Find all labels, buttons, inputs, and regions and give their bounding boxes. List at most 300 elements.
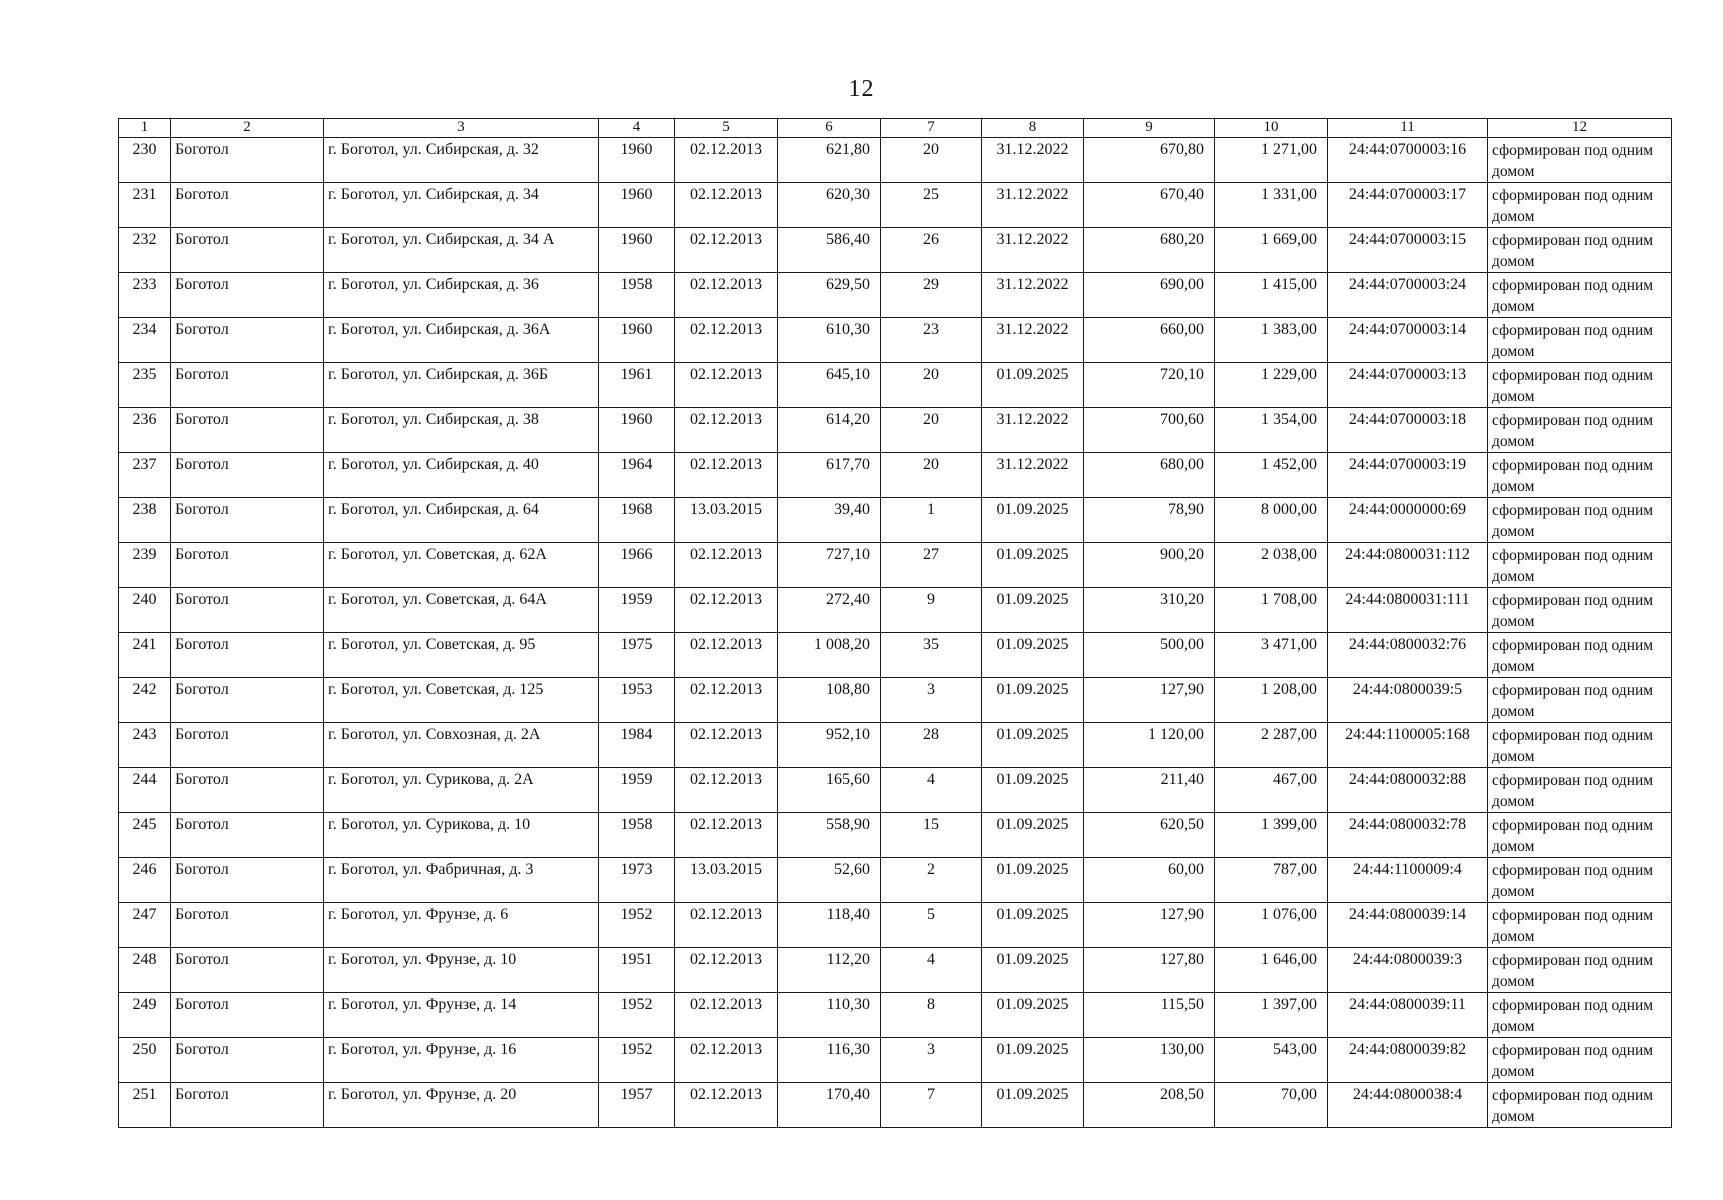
table-row	[119, 228, 1672, 273]
row-number-cell: 244	[119, 768, 171, 813]
status-cell: сформирован под одним домом	[1488, 948, 1672, 993]
count-cell: 20	[881, 138, 982, 183]
row-number-cell: 240	[119, 588, 171, 633]
count-cell: 28	[881, 723, 982, 768]
column-header: 4	[599, 119, 675, 138]
value-cell: 127,90	[1084, 678, 1215, 723]
column-header: 3	[324, 119, 599, 138]
address-cell: г. Боготол, ул. Сибирская, д. 34 А	[324, 228, 599, 273]
year-built-cell: 1952	[599, 993, 675, 1038]
count-cell: 27	[881, 543, 982, 588]
address-cell: г. Боготол, ул. Сибирская, д. 32	[324, 138, 599, 183]
municipality-cell: Боготол	[171, 678, 324, 723]
table-row	[119, 498, 1672, 543]
address-cell: г. Боготол, ул. Сибирская, д. 40	[324, 453, 599, 498]
municipality-cell: Боготол	[171, 363, 324, 408]
row-number-cell: 249	[119, 993, 171, 1038]
cadastral-number-cell: 24:44:0700003:15	[1328, 228, 1488, 273]
status-cell: сформирован под одним домом	[1488, 993, 1672, 1038]
date-cell: 02.12.2013	[675, 273, 778, 318]
area-cell: 645,10	[778, 363, 881, 408]
cadastral-number-cell: 24:44:0800039:11	[1328, 993, 1488, 1038]
area-cell: 39,40	[778, 498, 881, 543]
status-cell: сформирован под одним домом	[1488, 363, 1672, 408]
cadastral-number-cell: 24:44:0700003:14	[1328, 318, 1488, 363]
address-cell: г. Боготол, ул. Советская, д. 125	[324, 678, 599, 723]
column-header: 8	[982, 119, 1084, 138]
deadline-cell: 01.09.2025	[982, 858, 1084, 903]
address-cell: г. Боготол, ул. Сибирская, д. 36Б	[324, 363, 599, 408]
land-area-cell: 543,00	[1215, 1038, 1328, 1083]
table-row	[119, 633, 1672, 678]
year-built-cell: 1959	[599, 768, 675, 813]
value-cell: 130,00	[1084, 1038, 1215, 1083]
value-cell: 620,50	[1084, 813, 1215, 858]
deadline-cell: 31.12.2022	[982, 318, 1084, 363]
row-number-cell: 232	[119, 228, 171, 273]
municipality-cell: Боготол	[171, 723, 324, 768]
year-built-cell: 1952	[599, 903, 675, 948]
value-cell: 60,00	[1084, 858, 1215, 903]
date-cell: 02.12.2013	[675, 1083, 778, 1128]
date-cell: 02.12.2013	[675, 948, 778, 993]
address-cell: г. Боготол, ул. Сурикова, д. 2А	[324, 768, 599, 813]
land-area-cell: 1 229,00	[1215, 363, 1328, 408]
year-built-cell: 1960	[599, 228, 675, 273]
column-header: 11	[1328, 119, 1488, 138]
count-cell: 1	[881, 498, 982, 543]
cadastral-number-cell: 24:44:0800039:3	[1328, 948, 1488, 993]
year-built-cell: 1952	[599, 1038, 675, 1083]
year-built-cell: 1960	[599, 318, 675, 363]
deadline-cell: 31.12.2022	[982, 453, 1084, 498]
land-area-cell: 70,00	[1215, 1083, 1328, 1128]
year-built-cell: 1961	[599, 363, 675, 408]
address-cell: г. Боготол, ул. Фрунзе, д. 20	[324, 1083, 599, 1128]
status-cell: сформирован под одним домом	[1488, 228, 1672, 273]
date-cell: 02.12.2013	[675, 633, 778, 678]
deadline-cell: 01.09.2025	[982, 903, 1084, 948]
address-cell: г. Боготол, ул. Фрунзе, д. 10	[324, 948, 599, 993]
table-row	[119, 543, 1672, 588]
deadline-cell: 31.12.2022	[982, 273, 1084, 318]
land-area-cell: 3 471,00	[1215, 633, 1328, 678]
count-cell: 23	[881, 318, 982, 363]
value-cell: 680,00	[1084, 453, 1215, 498]
row-number-cell: 238	[119, 498, 171, 543]
municipality-cell: Боготол	[171, 1038, 324, 1083]
row-number-cell: 242	[119, 678, 171, 723]
year-built-cell: 1959	[599, 588, 675, 633]
table-row	[119, 768, 1672, 813]
address-cell: г. Боготол, ул. Сибирская, д. 38	[324, 408, 599, 453]
cadastral-number-cell: 24:44:0800032:76	[1328, 633, 1488, 678]
area-cell: 110,30	[778, 993, 881, 1038]
deadline-cell: 01.09.2025	[982, 543, 1084, 588]
date-cell: 02.12.2013	[675, 813, 778, 858]
status-cell: сформирован под одним домом	[1488, 318, 1672, 363]
municipality-cell: Боготол	[171, 408, 324, 453]
address-cell: г. Боготол, ул. Фрунзе, д. 14	[324, 993, 599, 1038]
deadline-cell: 01.09.2025	[982, 678, 1084, 723]
municipality-cell: Боготол	[171, 858, 324, 903]
address-cell: г. Боготол, ул. Совхозная, д. 2А	[324, 723, 599, 768]
status-cell: сформирован под одним домом	[1488, 903, 1672, 948]
date-cell: 02.12.2013	[675, 408, 778, 453]
status-cell: сформирован под одним домом	[1488, 138, 1672, 183]
deadline-cell: 01.09.2025	[982, 993, 1084, 1038]
land-area-cell: 1 646,00	[1215, 948, 1328, 993]
column-header: 7	[881, 119, 982, 138]
table-row	[119, 138, 1672, 183]
row-number-cell: 248	[119, 948, 171, 993]
land-area-cell: 1 708,00	[1215, 588, 1328, 633]
date-cell: 02.12.2013	[675, 453, 778, 498]
value-cell: 700,60	[1084, 408, 1215, 453]
deadline-cell: 01.09.2025	[982, 1083, 1084, 1128]
date-cell: 02.12.2013	[675, 678, 778, 723]
housing-registry-table	[118, 118, 1672, 1128]
status-cell: сформирован под одним домом	[1488, 813, 1672, 858]
area-cell: 108,80	[778, 678, 881, 723]
row-number-cell: 233	[119, 273, 171, 318]
table-row	[119, 273, 1672, 318]
row-number-cell: 239	[119, 543, 171, 588]
deadline-cell: 01.09.2025	[982, 1038, 1084, 1083]
area-cell: 620,30	[778, 183, 881, 228]
municipality-cell: Боготол	[171, 993, 324, 1038]
value-cell: 670,80	[1084, 138, 1215, 183]
area-cell: 272,40	[778, 588, 881, 633]
value-cell: 211,40	[1084, 768, 1215, 813]
year-built-cell: 1951	[599, 948, 675, 993]
table-row	[119, 183, 1672, 228]
year-built-cell: 1973	[599, 858, 675, 903]
value-cell: 78,90	[1084, 498, 1215, 543]
deadline-cell: 01.09.2025	[982, 948, 1084, 993]
count-cell: 4	[881, 768, 982, 813]
land-area-cell: 1 331,00	[1215, 183, 1328, 228]
value-cell: 127,90	[1084, 903, 1215, 948]
value-cell: 720,10	[1084, 363, 1215, 408]
address-cell: г. Боготол, ул. Сибирская, д. 36	[324, 273, 599, 318]
land-area-cell: 1 383,00	[1215, 318, 1328, 363]
municipality-cell: Боготол	[171, 228, 324, 273]
count-cell: 20	[881, 408, 982, 453]
value-cell: 500,00	[1084, 633, 1215, 678]
column-header: 10	[1215, 119, 1328, 138]
cadastral-number-cell: 24:44:0700003:17	[1328, 183, 1488, 228]
status-cell: сформирован под одним домом	[1488, 408, 1672, 453]
date-cell: 02.12.2013	[675, 768, 778, 813]
municipality-cell: Боготол	[171, 543, 324, 588]
cadastral-number-cell: 24:44:0700003:16	[1328, 138, 1488, 183]
value-cell: 900,20	[1084, 543, 1215, 588]
count-cell: 5	[881, 903, 982, 948]
cadastral-number-cell: 24:44:0800031:112	[1328, 543, 1488, 588]
land-area-cell: 467,00	[1215, 768, 1328, 813]
date-cell: 13.03.2015	[675, 858, 778, 903]
date-cell: 02.12.2013	[675, 993, 778, 1038]
row-number-cell: 243	[119, 723, 171, 768]
row-number-cell: 241	[119, 633, 171, 678]
table-row	[119, 453, 1672, 498]
land-area-cell: 1 669,00	[1215, 228, 1328, 273]
row-number-cell: 231	[119, 183, 171, 228]
year-built-cell: 1964	[599, 453, 675, 498]
deadline-cell: 01.09.2025	[982, 633, 1084, 678]
table-row	[119, 318, 1672, 363]
table-row	[119, 1038, 1672, 1083]
date-cell: 02.12.2013	[675, 543, 778, 588]
status-cell: сформирован под одним домом	[1488, 633, 1672, 678]
deadline-cell: 31.12.2022	[982, 138, 1084, 183]
cadastral-number-cell: 24:44:0000000:69	[1328, 498, 1488, 543]
cadastral-number-cell: 24:44:0800039:82	[1328, 1038, 1488, 1083]
cadastral-number-cell: 24:44:0800032:78	[1328, 813, 1488, 858]
area-cell: 118,40	[778, 903, 881, 948]
value-cell: 670,40	[1084, 183, 1215, 228]
municipality-cell: Боготол	[171, 1083, 324, 1128]
date-cell: 02.12.2013	[675, 318, 778, 363]
row-number-cell: 250	[119, 1038, 171, 1083]
deadline-cell: 01.09.2025	[982, 768, 1084, 813]
row-number-cell: 246	[119, 858, 171, 903]
year-built-cell: 1984	[599, 723, 675, 768]
cadastral-number-cell: 24:44:0700003:13	[1328, 363, 1488, 408]
table-row	[119, 813, 1672, 858]
status-cell: сформирован под одним домом	[1488, 1038, 1672, 1083]
year-built-cell: 1958	[599, 813, 675, 858]
status-cell: сформирован под одним домом	[1488, 768, 1672, 813]
table-row	[119, 678, 1672, 723]
column-header: 5	[675, 119, 778, 138]
deadline-cell: 31.12.2022	[982, 183, 1084, 228]
date-cell: 02.12.2013	[675, 723, 778, 768]
area-cell: 586,40	[778, 228, 881, 273]
status-cell: сформирован под одним домом	[1488, 858, 1672, 903]
value-cell: 115,50	[1084, 993, 1215, 1038]
municipality-cell: Боготол	[171, 588, 324, 633]
municipality-cell: Боготол	[171, 183, 324, 228]
area-cell: 614,20	[778, 408, 881, 453]
date-cell: 13.03.2015	[675, 498, 778, 543]
year-built-cell: 1953	[599, 678, 675, 723]
row-number-cell: 236	[119, 408, 171, 453]
address-cell: г. Боготол, ул. Советская, д. 62А	[324, 543, 599, 588]
count-cell: 20	[881, 363, 982, 408]
address-cell: г. Боготол, ул. Сурикова, д. 10	[324, 813, 599, 858]
date-cell: 02.12.2013	[675, 183, 778, 228]
count-cell: 9	[881, 588, 982, 633]
area-cell: 727,10	[778, 543, 881, 588]
address-cell: г. Боготол, ул. Фрунзе, д. 6	[324, 903, 599, 948]
column-header: 12	[1488, 119, 1672, 138]
value-cell: 208,50	[1084, 1083, 1215, 1128]
area-cell: 112,20	[778, 948, 881, 993]
municipality-cell: Боготол	[171, 903, 324, 948]
deadline-cell: 01.09.2025	[982, 363, 1084, 408]
land-area-cell: 8 000,00	[1215, 498, 1328, 543]
land-area-cell: 1 452,00	[1215, 453, 1328, 498]
address-cell: г. Боготол, ул. Сибирская, д. 64	[324, 498, 599, 543]
value-cell: 310,20	[1084, 588, 1215, 633]
deadline-cell: 01.09.2025	[982, 813, 1084, 858]
year-built-cell: 1960	[599, 138, 675, 183]
address-cell: г. Боготол, ул. Фрунзе, д. 16	[324, 1038, 599, 1083]
value-cell: 127,80	[1084, 948, 1215, 993]
municipality-cell: Боготол	[171, 318, 324, 363]
value-cell: 660,00	[1084, 318, 1215, 363]
area-cell: 621,80	[778, 138, 881, 183]
column-header: 9	[1084, 119, 1215, 138]
address-cell: г. Боготол, ул. Сибирская, д. 34	[324, 183, 599, 228]
cadastral-number-cell: 24:44:0800031:111	[1328, 588, 1488, 633]
cadastral-number-cell: 24:44:0700003:19	[1328, 453, 1488, 498]
land-area-cell: 1 208,00	[1215, 678, 1328, 723]
count-cell: 4	[881, 948, 982, 993]
row-number-cell: 235	[119, 363, 171, 408]
count-cell: 20	[881, 453, 982, 498]
area-cell: 617,70	[778, 453, 881, 498]
area-cell: 558,90	[778, 813, 881, 858]
row-number-cell: 237	[119, 453, 171, 498]
status-cell: сформирован под одним домом	[1488, 543, 1672, 588]
cadastral-number-cell: 24:44:1100009:4	[1328, 858, 1488, 903]
municipality-cell: Боготол	[171, 768, 324, 813]
table-row	[119, 408, 1672, 453]
count-cell: 29	[881, 273, 982, 318]
table-row	[119, 723, 1672, 768]
year-built-cell: 1957	[599, 1083, 675, 1128]
area-cell: 952,10	[778, 723, 881, 768]
status-cell: сформирован под одним домом	[1488, 1083, 1672, 1128]
area-cell: 1 008,20	[778, 633, 881, 678]
status-cell: сформирован под одним домом	[1488, 588, 1672, 633]
status-cell: сформирован под одним домом	[1488, 453, 1672, 498]
land-area-cell: 1 415,00	[1215, 273, 1328, 318]
count-cell: 15	[881, 813, 982, 858]
table-row	[119, 588, 1672, 633]
land-area-cell: 2 038,00	[1215, 543, 1328, 588]
year-built-cell: 1960	[599, 408, 675, 453]
year-built-cell: 1960	[599, 183, 675, 228]
municipality-cell: Боготол	[171, 498, 324, 543]
land-area-cell: 1 076,00	[1215, 903, 1328, 948]
count-cell: 8	[881, 993, 982, 1038]
address-cell: г. Боготол, ул. Советская, д. 95	[324, 633, 599, 678]
deadline-cell: 31.12.2022	[982, 408, 1084, 453]
deadline-cell: 01.09.2025	[982, 498, 1084, 543]
land-area-cell: 2 287,00	[1215, 723, 1328, 768]
status-cell: сформирован под одним домом	[1488, 183, 1672, 228]
column-header: 6	[778, 119, 881, 138]
year-built-cell: 1966	[599, 543, 675, 588]
date-cell: 02.12.2013	[675, 228, 778, 273]
land-area-cell: 1 397,00	[1215, 993, 1328, 1038]
value-cell: 690,00	[1084, 273, 1215, 318]
count-cell: 3	[881, 1038, 982, 1083]
date-cell: 02.12.2013	[675, 138, 778, 183]
cadastral-number-cell: 24:44:0700003:24	[1328, 273, 1488, 318]
row-number-cell: 247	[119, 903, 171, 948]
deadline-cell: 31.12.2022	[982, 228, 1084, 273]
count-cell: 35	[881, 633, 982, 678]
date-cell: 02.12.2013	[675, 1038, 778, 1083]
municipality-cell: Боготол	[171, 813, 324, 858]
address-cell: г. Боготол, ул. Фабричная, д. 3	[324, 858, 599, 903]
table-row	[119, 363, 1672, 408]
cadastral-number-cell: 24:44:0800032:88	[1328, 768, 1488, 813]
column-header: 2	[171, 119, 324, 138]
cadastral-number-cell: 24:44:1100005:168	[1328, 723, 1488, 768]
area-cell: 165,60	[778, 768, 881, 813]
table-row	[119, 948, 1672, 993]
value-cell: 680,20	[1084, 228, 1215, 273]
cadastral-number-cell: 24:44:0800039:5	[1328, 678, 1488, 723]
column-number-row	[119, 119, 1672, 138]
date-cell: 02.12.2013	[675, 588, 778, 633]
address-cell: г. Боготол, ул. Советская, д. 64А	[324, 588, 599, 633]
status-cell: сформирован под одним домом	[1488, 723, 1672, 768]
status-cell: сформирован под одним домом	[1488, 273, 1672, 318]
table-row	[119, 903, 1672, 948]
row-number-cell: 230	[119, 138, 171, 183]
municipality-cell: Боготол	[171, 273, 324, 318]
year-built-cell: 1958	[599, 273, 675, 318]
deadline-cell: 01.09.2025	[982, 588, 1084, 633]
row-number-cell: 234	[119, 318, 171, 363]
row-number-cell: 251	[119, 1083, 171, 1128]
municipality-cell: Боготол	[171, 633, 324, 678]
land-area-cell: 787,00	[1215, 858, 1328, 903]
municipality-cell: Боготол	[171, 948, 324, 993]
count-cell: 25	[881, 183, 982, 228]
table-body	[119, 119, 1672, 1128]
date-cell: 02.12.2013	[675, 363, 778, 408]
value-cell: 1 120,00	[1084, 723, 1215, 768]
status-cell: сформирован под одним домом	[1488, 678, 1672, 723]
cadastral-number-cell: 24:44:0700003:18	[1328, 408, 1488, 453]
area-cell: 610,30	[778, 318, 881, 363]
municipality-cell: Боготол	[171, 453, 324, 498]
land-area-cell: 1 354,00	[1215, 408, 1328, 453]
land-area-cell: 1 271,00	[1215, 138, 1328, 183]
year-built-cell: 1975	[599, 633, 675, 678]
page-number: 12	[848, 76, 875, 102]
column-header: 1	[119, 119, 171, 138]
cadastral-number-cell: 24:44:0800038:4	[1328, 1083, 1488, 1128]
date-cell: 02.12.2013	[675, 903, 778, 948]
count-cell: 7	[881, 1083, 982, 1128]
deadline-cell: 01.09.2025	[982, 723, 1084, 768]
land-area-cell: 1 399,00	[1215, 813, 1328, 858]
count-cell: 2	[881, 858, 982, 903]
count-cell: 3	[881, 678, 982, 723]
area-cell: 52,60	[778, 858, 881, 903]
area-cell: 629,50	[778, 273, 881, 318]
cadastral-number-cell: 24:44:0800039:14	[1328, 903, 1488, 948]
table-row	[119, 1083, 1672, 1128]
address-cell: г. Боготол, ул. Сибирская, д. 36А	[324, 318, 599, 363]
table-row	[119, 993, 1672, 1038]
area-cell: 170,40	[778, 1083, 881, 1128]
area-cell: 116,30	[778, 1038, 881, 1083]
status-cell: сформирован под одним домом	[1488, 498, 1672, 543]
row-number-cell: 245	[119, 813, 171, 858]
year-built-cell: 1968	[599, 498, 675, 543]
count-cell: 26	[881, 228, 982, 273]
